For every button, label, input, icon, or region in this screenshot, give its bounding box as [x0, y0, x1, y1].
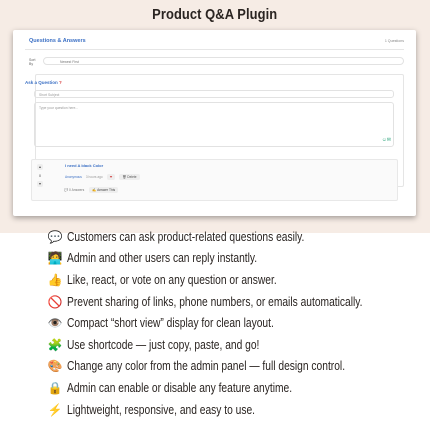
question-count: 1 Questions — [384, 39, 404, 43]
question-meta — [65, 174, 140, 180]
prohibited-icon: 🚫 — [47, 294, 63, 309]
question-text[interactable]: I need A black Color — [65, 163, 104, 168]
page-title: Product Q&A Plugin — [152, 5, 278, 23]
answers-row — [64, 187, 118, 193]
feature-item: 🚫 Prevent sharing of links, phone numbers, or emails automatically. — [47, 294, 363, 309]
delete-button[interactable]: 🗑 Delete — [119, 174, 139, 180]
upvote-button[interactable]: ▲ — [38, 165, 42, 169]
feature-item: 🎨 Change any color from the admin panel — full design control. — [47, 359, 346, 374]
qa-widget — [13, 30, 416, 216]
answers-count[interactable]: 💬 0 Answers — [64, 188, 85, 192]
feature-item: 🧑‍💻 Admin and other users can reply instantly. — [47, 251, 258, 266]
sort-label: Sort By — [29, 58, 36, 67]
vote-control — [36, 164, 44, 190]
speech-bubble-icon: 💬 — [47, 229, 63, 244]
eye-icon: 👁️ — [47, 316, 63, 331]
downvote-button[interactable]: ▼ — [38, 182, 42, 186]
qa-heading: Questions & Answers — [29, 38, 86, 44]
lock-icon: 🔒 — [47, 380, 63, 395]
question-textarea[interactable]: Type your question here... — [34, 102, 394, 147]
answer-this-button[interactable]: ✍ Answer This — [89, 187, 118, 193]
author-name: Anonymous — [65, 175, 82, 179]
feature-item: 🔒 Admin can enable or disable any feature anytime. — [47, 380, 293, 395]
puzzle-icon: 🧩 — [47, 337, 63, 352]
subject-input[interactable]: Short Subject — [34, 90, 394, 98]
feature-item: 👍 Like, react, or vote on any question or answer. — [47, 272, 277, 287]
post-time: 3 hours ago — [85, 175, 103, 179]
admin-user-icon: 🧑‍💻 — [47, 251, 63, 266]
feature-list — [47, 226, 427, 420]
react-button[interactable]: ❤ — [107, 174, 116, 180]
vote-count: 0 — [38, 173, 42, 178]
ask-title: Ask a Question ? — [25, 80, 62, 85]
feature-item: ⚡ Lightweight, responsive, and easy to use. — [47, 402, 256, 417]
palette-icon: 🎨 — [47, 359, 63, 374]
page-header — [0, 0, 430, 28]
divider — [25, 49, 404, 50]
feature-item: 💬 Customers can ask product-related questions easily. — [47, 229, 305, 244]
sort-select[interactable]: Newest First — [43, 57, 404, 65]
lightning-icon: ⚡ — [47, 402, 63, 417]
feature-item: 👁️ Compact “short view” display for clean layout. — [47, 316, 274, 331]
emoji-icon[interactable]: ☺✉ — [381, 137, 391, 143]
thumbs-up-icon: 👍 — [47, 272, 63, 287]
pin-icon: ? — [57, 80, 62, 85]
feature-item: 🧩 Use shortcode — just copy, paste, and go! — [47, 337, 260, 352]
